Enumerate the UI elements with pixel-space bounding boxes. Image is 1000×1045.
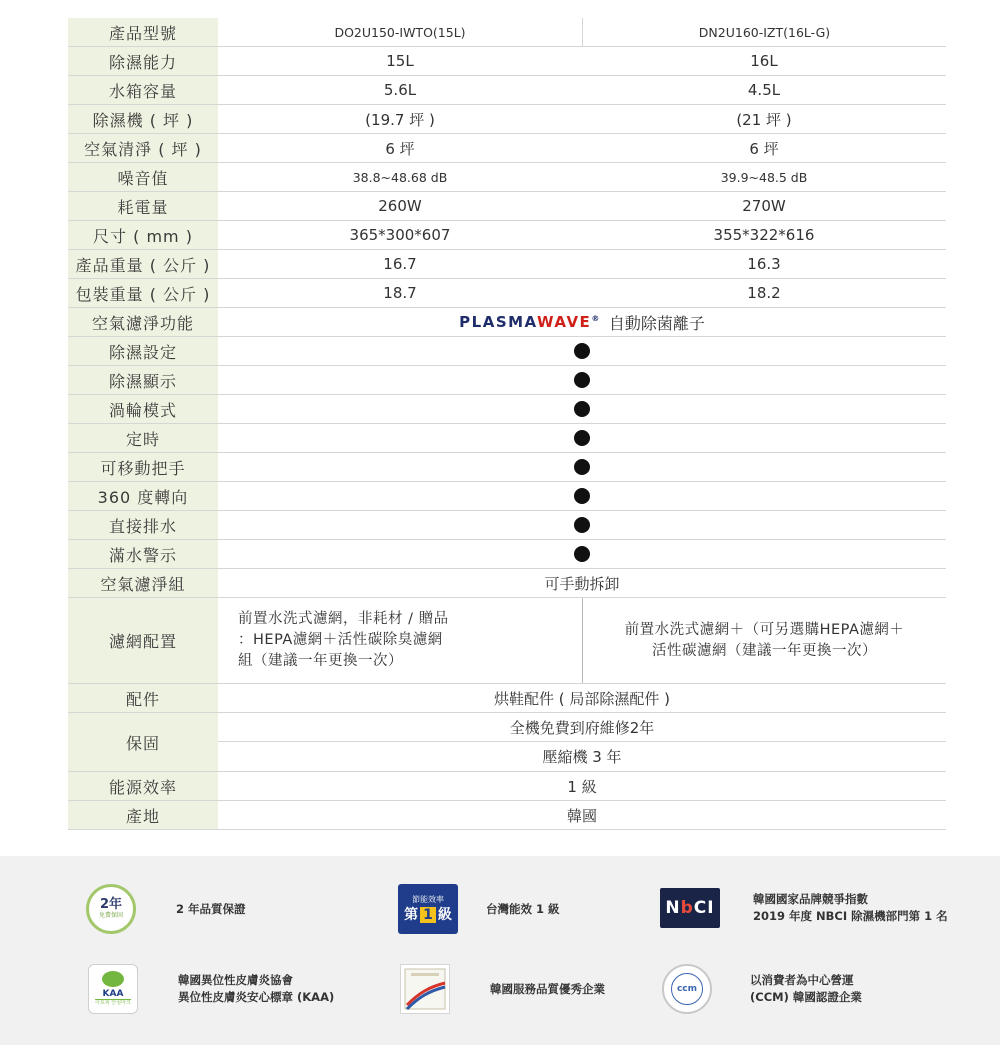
feature-row <box>68 366 946 395</box>
filled-dot-icon <box>574 430 590 446</box>
spec-row-model <box>68 18 946 47</box>
model-a-value: 16.7 <box>383 255 417 273</box>
feature-row <box>68 395 946 424</box>
filled-dot-icon <box>574 488 590 504</box>
badge-text: 2 年品質保證 <box>176 901 246 916</box>
spec-row-size <box>68 221 946 250</box>
row-label: 360 度轉向 <box>68 482 218 510</box>
row-label: 噪音值 <box>68 163 218 191</box>
spec-row-tank <box>68 76 946 105</box>
spec-row-power <box>68 192 946 221</box>
service-quality-certificate-icon <box>400 964 450 1014</box>
feature-row <box>68 482 946 511</box>
row-label: 產地 <box>68 801 218 829</box>
model-a-value: (19.7 坪 ) <box>365 110 435 129</box>
row-label: 空氣清淨 ( 坪 ) <box>68 134 218 162</box>
row-label: 水箱容量 <box>68 76 218 104</box>
spec-row-filter-assembly <box>68 569 946 598</box>
row-label: 配件 <box>68 684 218 712</box>
leaf-icon <box>102 971 124 987</box>
row-label: 除濕設定 <box>68 337 218 365</box>
spec-row-dehumid-area <box>68 105 946 134</box>
filter-assembly-value: 可手動拆卸 <box>544 574 620 593</box>
model-b-value: 16.3 <box>747 255 781 273</box>
plasmawave-feature <box>459 311 705 334</box>
row-label: 耗電量 <box>68 192 218 220</box>
kaa-logo-icon: KAA 아토피 안심마크 <box>88 964 138 1014</box>
row-label: 可移動把手 <box>68 453 218 481</box>
model-b-value: 355*322*616 <box>713 226 815 244</box>
feature-row <box>68 540 946 569</box>
model-a-value: 15L <box>386 52 414 70</box>
row-label: 空氣濾淨組 <box>68 569 218 597</box>
plasmawave-logo: PLASMAWAVE® <box>459 313 601 331</box>
spec-row-noise <box>68 163 946 192</box>
filled-dot-icon <box>574 517 590 533</box>
model-a-value: 260W <box>378 197 422 215</box>
badge-service-quality <box>400 964 605 1014</box>
model-a-value: 5.6L <box>383 81 417 99</box>
model-a-value: 6 坪 <box>385 139 415 158</box>
spec-row-pack-weight <box>68 279 946 308</box>
model-b-value: 4.5L <box>747 81 781 99</box>
row-label: 能源效率 <box>68 772 218 800</box>
badge-text: 韓國服務品質優秀企業 <box>490 981 605 996</box>
row-label: 產品重量 ( 公斤 ) <box>68 250 218 278</box>
model-b-value: 39.9~48.5 dB <box>720 169 808 185</box>
model-b-value: 18.2 <box>747 284 781 302</box>
spec-table <box>68 18 946 830</box>
badge-ccm <box>662 964 862 1014</box>
plasmawave-text: 自動除菌離子 <box>608 313 705 333</box>
row-label: 包裝重量 ( 公斤 ) <box>68 279 218 307</box>
row-label: 除濕機 ( 坪 ) <box>68 105 218 133</box>
row-label: 保固 <box>68 713 218 771</box>
row-label: 除濕能力 <box>68 47 218 75</box>
model-b-value: 16L <box>750 52 778 70</box>
certification-footer <box>0 856 1000 1045</box>
filled-dot-icon <box>574 459 590 475</box>
model-b-value: (21 坪 ) <box>736 110 792 129</box>
badge-text: 台灣能效 1 級 <box>486 901 560 916</box>
ccm-logo-icon: ccm <box>662 964 712 1014</box>
filled-dot-icon <box>574 372 590 388</box>
badge-warranty <box>86 884 246 934</box>
model-b-value: DN2U160-IZT(16L-G) <box>582 18 946 46</box>
feature-row <box>68 511 946 540</box>
spec-row-filter-config <box>68 598 946 684</box>
warranty-line-1: 全機免費到府維修2年 <box>218 713 946 742</box>
feature-row <box>68 453 946 482</box>
feature-row <box>68 424 946 453</box>
spec-row-warranty <box>68 713 946 772</box>
model-a-value: 38.8~48.68 dB <box>352 169 448 185</box>
model-b-filter-config: 前置水洗式濾網＋（可另選購HEPA濾網＋ 活性碳濾網（建議一年更換一次） <box>582 598 946 683</box>
badge-kaa <box>88 964 334 1014</box>
row-label: 滿水警示 <box>68 540 218 568</box>
badge-text: 韓國異位性皮膚炎協會 異位性皮膚炎安心標章 (KAA) <box>178 973 335 1004</box>
row-label: 尺寸 ( mm ) <box>68 221 218 249</box>
model-b-value: 270W <box>742 197 786 215</box>
filled-dot-icon <box>574 343 590 359</box>
spec-row-energy <box>68 772 946 801</box>
row-label: 除濕顯示 <box>68 366 218 394</box>
filled-dot-icon <box>574 401 590 417</box>
model-a-value: 18.7 <box>383 284 417 302</box>
badge-text: 韓國國家品牌競爭指數 2019 年度 NBCI 除濕機部門第 1 名 <box>753 892 948 923</box>
model-a-value: DO2U150-IWTO(15L) <box>334 24 466 40</box>
energy-label-icon: 節能效率 第 1 級 <box>398 884 458 934</box>
spec-row-capacity <box>68 47 946 76</box>
row-label: 渦輪模式 <box>68 395 218 423</box>
row-label: 空氣濾淨功能 <box>68 308 218 336</box>
spec-row-origin <box>68 801 946 830</box>
origin-value: 韓國 <box>566 806 597 825</box>
row-label: 濾網配置 <box>68 598 218 683</box>
model-a-filter-config: 前置水洗式濾網，非耗材 / 贈品 ：HEPA濾網＋活性碳除臭濾網 組（建議一年更換一次） <box>238 611 449 669</box>
energy-value: 1 級 <box>567 777 597 796</box>
row-label: 定時 <box>68 424 218 452</box>
two-year-warranty-icon: 2年 免費保固 <box>86 884 136 934</box>
model-a-value: 365*300*607 <box>349 226 451 244</box>
badge-energy <box>398 884 560 934</box>
feature-row <box>68 337 946 366</box>
model-b-value: 6 坪 <box>749 139 779 158</box>
badge-nbci <box>660 888 948 928</box>
spec-row-accessories <box>68 684 946 713</box>
row-label: 產品型號 <box>68 18 218 46</box>
warranty-line-2: 壓縮機 3 年 <box>542 748 622 766</box>
accessories-value: 烘鞋配件 ( 局部除濕配件 ) <box>493 689 670 708</box>
nbci-logo-icon: NbCI <box>660 888 720 928</box>
spec-row-air-filter-func <box>68 308 946 337</box>
filled-dot-icon <box>574 546 590 562</box>
spec-row-weight <box>68 250 946 279</box>
badge-text: 以消費者為中心營運 (CCM) 韓國認證企業 <box>750 973 862 1004</box>
spec-row-purify-area <box>68 134 946 163</box>
row-label: 直接排水 <box>68 511 218 539</box>
